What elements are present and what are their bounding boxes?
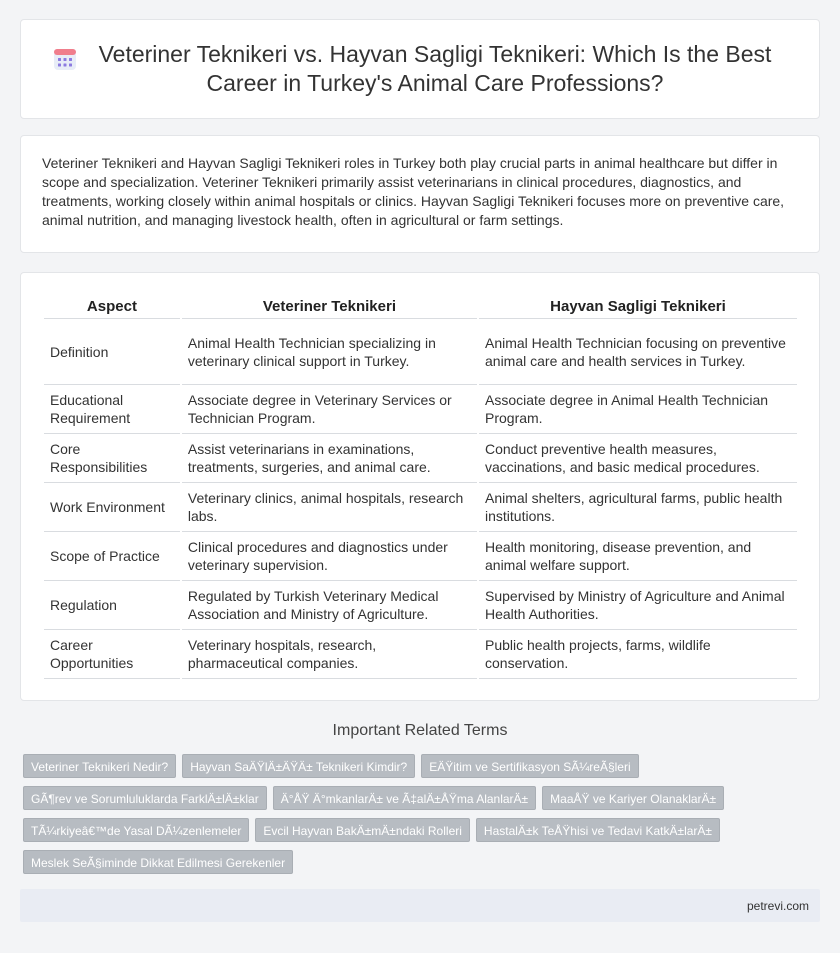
row-veteriner-value: Veterinary clinics, animal hospitals, research labs. [182,483,477,532]
tag-row [23,850,723,874]
row-veteriner-value: Animal Health Technician specializing in veterinary clinical support in Turkey. [182,319,477,385]
related-term-tag[interactable]: TÃ¼rkiyeâ€™de Yasal DÃ¼zenlemeler [23,818,249,842]
comparison-card [20,272,820,701]
tag-row [23,818,723,842]
comparison-table [42,297,799,679]
tag-row [23,754,723,778]
column-header-veteriner: Veteriner Teknikeri [182,297,477,319]
row-hayvan-value: Animal Health Technician focusing on preventive animal care and health services in Turkey. [479,319,797,385]
row-aspect: Scope of Practice [44,532,180,581]
intro-paragraph: Veteriner Teknikeri and Hayvan Sagligi Teknikeri roles in Turkey both play crucial parts in animal healthcare but differ in scope and specialization. Veteriner Teknikeri primarily assist veterinarians in clinical procedures, diagnostics, and treatments, working closely within animal hospitals or clinics. Hayvan Sagligi Teknikeri focuses more on preventive care, animal nutrition, and managing livestock health, often in agricultural or farm settings. [42,155,785,228]
table-row [44,483,797,532]
related-terms-list [23,754,723,882]
related-term-tag[interactable]: Evcil Hayvan BakÄ±mÄ±ndaki Rolleri [255,818,470,842]
related-term-tag[interactable]: HastalÄ±k TeÅŸhisi ve Tedavi KatkÄ±larÄ± [476,818,720,842]
row-veteriner-value: Veterinary hospitals, research, pharmaceutical companies. [182,630,477,679]
related-term-tag[interactable]: Veteriner Teknikeri Nedir? [23,754,176,778]
row-hayvan-value: Public health projects, farms, wildlife conservation. [479,630,797,679]
table-row [44,434,797,483]
row-veteriner-value: Assist veterinarians in examinations, treatments, surgeries, and animal care. [182,434,477,483]
related-term-tag[interactable]: Ä°ÅŸ Ä°mkanlarÄ± ve Ã‡alÄ±ÅŸma AlanlarÄ± [273,786,536,810]
row-aspect: Core Responsibilities [44,434,180,483]
column-header-hayvan: Hayvan Sagligi Teknikeri [479,297,797,319]
related-term-tag[interactable]: MaaÅŸ ve Kariyer OlanaklarÄ± [542,786,724,810]
row-hayvan-value: Supervised by Ministry of Agriculture and Animal Health Authorities. [479,581,797,630]
table-row [44,385,797,434]
row-hayvan-value: Health monitoring, disease prevention, and animal welfare support. [479,532,797,581]
footer-site-name[interactable]: petrevi.com [746,899,809,913]
tag-row [23,786,723,810]
intro-card [20,135,820,253]
row-aspect: Career Opportunities [44,630,180,679]
page-title: Veteriner Teknikeri vs. Hayvan Sagligi Teknikeri: Which Is the Best Career in Turkey's Animal Care Professions? [98,41,772,96]
related-terms-heading: Important Related Terms [332,722,508,739]
footer [20,889,820,922]
row-veteriner-value: Associate degree in Veterinary Services or Technician Program. [182,385,477,434]
related-term-tag[interactable]: EÄŸitim ve Sertifikasyon SÃ¼reÃ§leri [421,754,638,778]
table-row [44,630,797,679]
row-hayvan-value: Associate degree in Animal Health Technician Program. [479,385,797,434]
row-hayvan-value: Conduct preventive health measures, vaccinations, and basic medical procedures. [479,434,797,483]
table-row [44,319,797,385]
table-row [44,581,797,630]
related-term-tag[interactable]: GÃ¶rev ve Sorumluluklarda FarklÄ±lÄ±klar [23,786,267,810]
related-term-tag[interactable]: Meslek SeÃ§iminde Dikkat Edilmesi Gerekenler [23,850,293,874]
column-header-aspect: Aspect [44,297,180,319]
related-term-tag[interactable]: Hayvan SaÄŸlÄ±ÄŸÄ± Teknikeri Kimdir? [182,754,415,778]
row-aspect: Regulation [44,581,180,630]
row-veteriner-value: Regulated by Turkish Veterinary Medical Association and Ministry of Agriculture. [182,581,477,630]
row-aspect: Work Environment [44,483,180,532]
table-header-row [44,297,797,319]
row-aspect: Definition [44,319,180,385]
table-row [44,532,797,581]
row-aspect: Educational Requirement [44,385,180,434]
row-hayvan-value: Animal shelters, agricultural farms, public health institutions. [479,483,797,532]
row-veteriner-value: Clinical procedures and diagnostics under veterinary supervision. [182,532,477,581]
header-card [20,19,820,119]
